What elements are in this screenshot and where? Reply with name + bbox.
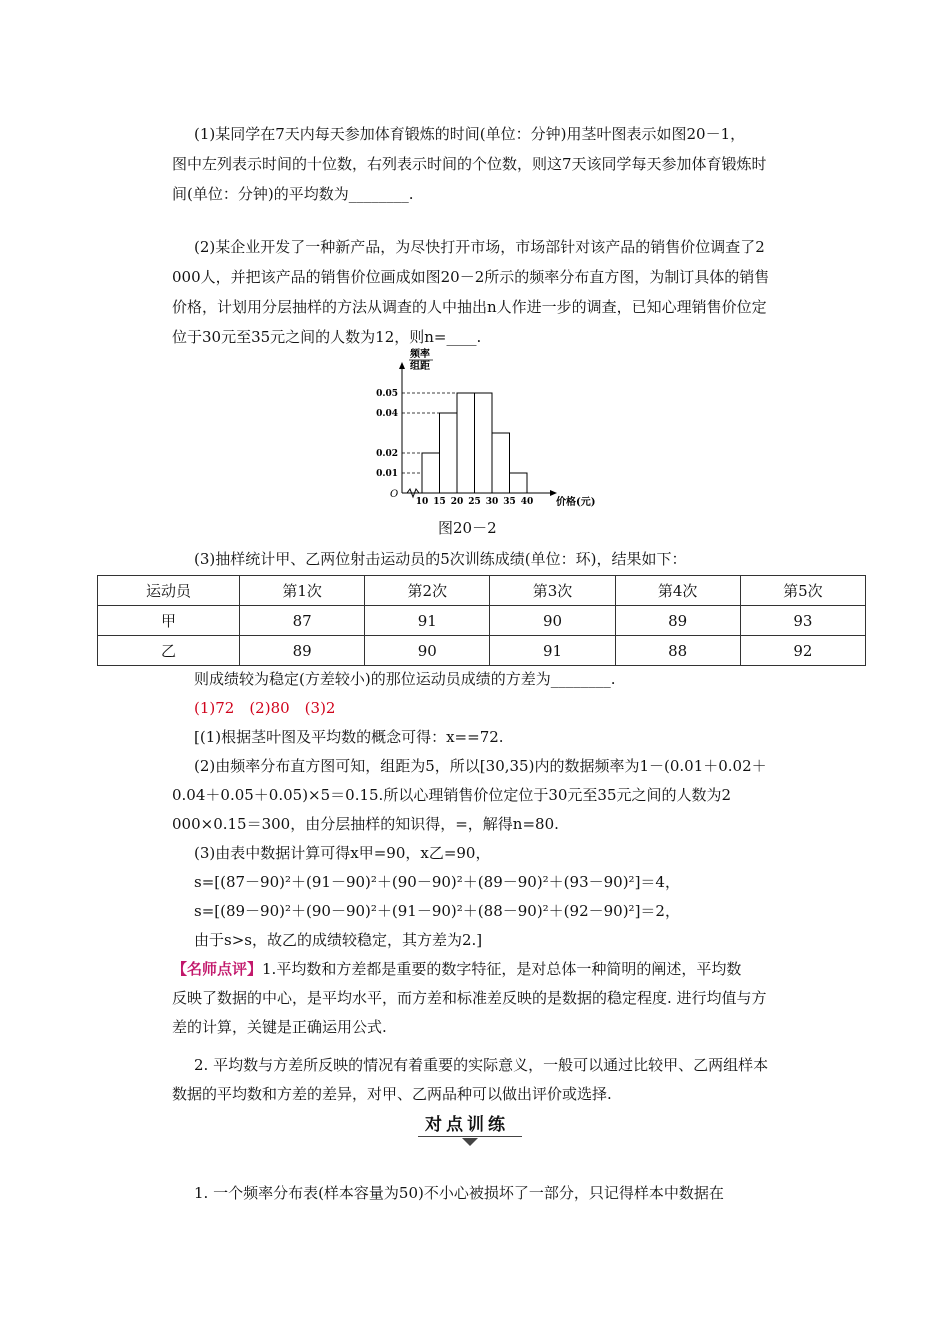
section-triangle-icon <box>462 1138 478 1146</box>
table-header-row <box>98 576 866 606</box>
q2-line4: 位于30元至35元之间的人数为12，则n=____. <box>172 328 482 346</box>
header-cell: 第4次 <box>615 576 740 606</box>
solution-line: (3)由表中数据计算可得x甲=90，x乙=90， <box>194 844 491 862</box>
solution-line: s=[(89－90)²＋(90－90)²＋(91－90)²＋(88－90)²＋(92－90)²]＝2， <box>194 902 680 920</box>
x-tick-label: 10 <box>415 497 429 507</box>
y-axis-arrow-icon <box>399 362 405 369</box>
origin-label: O <box>390 489 399 500</box>
table-cell: 乙 <box>98 636 240 666</box>
header-cell: 第3次 <box>490 576 615 606</box>
table-cell: 93 <box>740 606 865 636</box>
table-cell: 89 <box>240 636 365 666</box>
histogram-bar <box>510 473 528 493</box>
answer-line: (1)72 (2)80 (3)2 <box>194 699 336 717</box>
x-tick-label: 40 <box>520 497 534 507</box>
histogram-bar <box>440 413 458 493</box>
table-cell: 91 <box>490 636 615 666</box>
histogram-bar <box>475 393 493 493</box>
solution-line: s=[(87－90)²＋(91－90)²＋(90－90)²＋(89－90)²＋(93－90)²]＝4， <box>194 873 680 891</box>
y-axis-label-bottom: 组距 <box>410 361 430 372</box>
table-cell: 90 <box>365 636 490 666</box>
comment-line: 2. 平均数与方差所反映的情况有着重要的实际意义，一般可以通过比较甲、乙两组样本 <box>194 1056 769 1074</box>
solution-line: 000×0.15＝300，由分层抽样的知识得，=，解得n=80. <box>172 815 559 833</box>
q2-line3: 价格，计划用分层抽样的方法从调查的人中抽出n人作进一步的调查，已知心理销售价位定 <box>172 298 767 316</box>
table-row <box>98 636 866 666</box>
x-tick-label: 15 <box>433 497 446 507</box>
x-tick-label: 25 <box>468 497 481 507</box>
x-tick-label: 20 <box>450 497 464 507</box>
histogram-bar <box>492 433 510 493</box>
x-axis-label: 价格(元) <box>556 497 596 508</box>
comment-line: 差的计算，关键是正确运用公式. <box>172 1018 387 1036</box>
y-tick-label: 0.01 <box>376 469 398 479</box>
y-tick-label: 0.04 <box>376 409 398 419</box>
header-cell: 运动员 <box>98 576 240 606</box>
histogram-bar <box>422 453 440 493</box>
section-underline <box>418 1136 522 1137</box>
header-cell: 第5次 <box>740 576 865 606</box>
y-axis-label-top: 频率 <box>410 349 430 360</box>
q2-line2: 000人，并把该产品的销售价位画成如图20－2所示的频率分布直方图，为制订具体的销售 <box>172 268 770 286</box>
exercise-line: 1. 一个频率分布表(样本容量为50)不小心被损坏了一部分，只记得样本中数据在 <box>194 1184 724 1202</box>
comment-line <box>172 954 812 984</box>
comment-tag: 【名师点评】 <box>172 960 263 978</box>
table-cell: 甲 <box>98 606 240 636</box>
q3-question: 则成绩较为稳定(方差较小)的那位运动员成绩的方差为________. <box>194 670 616 688</box>
q1-line3: 间(单位：分钟)的平均数为________. <box>172 185 414 203</box>
comment-line: 反映了数据的中心，是平均水平，而方差和标准差反映的是数据的稳定程度. 进行均值与方 <box>172 989 767 1007</box>
q3-intro: (3)抽样统计甲、乙两位射击运动员的5次训练成绩(单位：环)，结果如下： <box>194 550 687 568</box>
x-tick-label: 30 <box>485 497 499 507</box>
section-title: 对点训练 <box>425 1115 509 1135</box>
q2-line1: (2)某企业开发了一种新产品，为尽快打开市场，市场部针对该产品的销售价位调查了2 <box>194 238 765 256</box>
q1-line2: 图中左列表示时间的十位数，右列表示时间的个位数，则这7天该同学每天参加体育锻炼时 <box>172 155 767 173</box>
scores-table <box>97 575 866 666</box>
table-cell: 91 <box>365 606 490 636</box>
histogram-bar <box>457 393 475 493</box>
x-axis-arrow-icon <box>550 490 557 496</box>
header-cell: 第2次 <box>365 576 490 606</box>
x-tick-label: 35 <box>503 497 516 507</box>
header-cell: 第1次 <box>240 576 365 606</box>
solution-line: [(1)根据茎叶图及平均数的概念可得：x==72. <box>194 728 504 746</box>
figure-caption: 图20－2 <box>438 519 497 537</box>
table-cell: 88 <box>615 636 740 666</box>
comment-text: 1.平均数和方差都是重要的数字特征，是对总体一种简明的阐述，平均数 <box>262 960 742 978</box>
solution-line: 0.04＋0.05＋0.05)×5＝0.15.所以心理销售价位定位于30元至35元之间的人数为2 <box>172 786 732 804</box>
solution-line: (2)由频率分布直方图可知，组距为5，所以[30,35)内的数据频率为1－(0.01＋0.02＋ <box>194 757 767 775</box>
comment-line: 数据的平均数和方差的差异，对甲、乙两品种可以做出评价或选择. <box>172 1085 612 1103</box>
table-cell: 92 <box>740 636 865 666</box>
y-tick-label: 0.05 <box>376 389 398 399</box>
q1-line1: (1)某同学在7天内每天参加体育锻炼的时间(单位：分钟)用茎叶图表示如图20－1， <box>194 125 746 143</box>
table-cell: 90 <box>490 606 615 636</box>
table-row <box>98 606 866 636</box>
table-cell: 87 <box>240 606 365 636</box>
y-tick-label: 0.02 <box>376 449 398 459</box>
frequency-histogram <box>360 345 620 515</box>
table-cell: 89 <box>615 606 740 636</box>
solution-line: 由于s>s，故乙的成绩较稳定，其方差为2.] <box>194 931 483 949</box>
